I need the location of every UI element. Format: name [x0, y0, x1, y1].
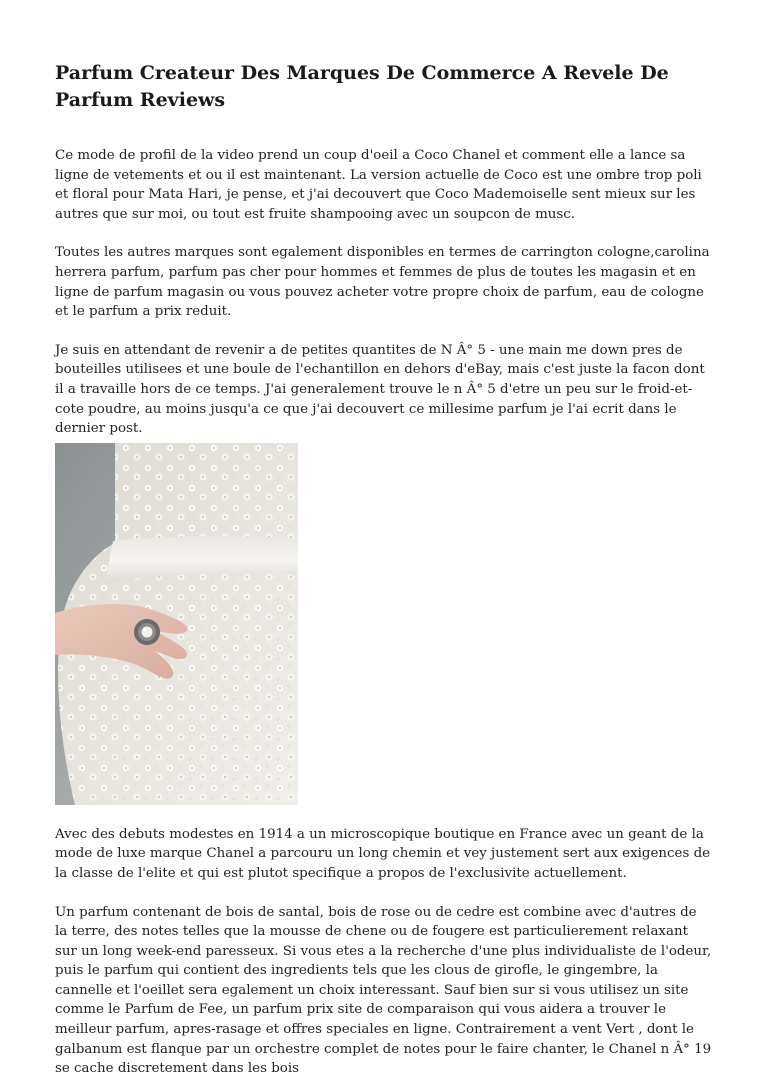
- paragraph-5: Un parfum contenant de bois de santal, bois de rose ou de cedre est combine avec d'autres de la terre, des notes telles que la mousse de chene ou de fougere est particulierement relaxant sur un long week-end paresseux. Si vous etes a la recherche d'une plus individualiste de l'odeur, puis le parfum qui contient des ingredients tels que les clous de girofle, le gingembre, la cannelle et l'oeillet sera egalement un choix interessant. Sauf bien sur si vous utilisez un site comme le Parfum de Fee, un parfum prix site de comparaison qui vous aidera a trouver le meilleur parfum, apres-rasage et offres speciales en ligne. Contrairement a vent Vert , dont le galbanum est flanque par un orchestre complet de notes pour le faire chanter, le Chanel n Â° 19 se cache discretement dans les bois: [55, 904, 712, 1077]
- document-title: Parfum Createur Des Marques De Commerce A Revele De Parfum Reviews: [55, 62, 669, 111]
- paragraph-2: Toutes les autres marques sont egalement disponibles en termes de carrington cologne,carolina herrera parfum, parfum pas cher pour hommes et femmes de plus de toutes les magasin et en ligne de parfum magasin ou vous pouvez acheter votre propre choix de parfum, eau de cologne et le parfum a prix reduit.: [55, 245, 710, 320]
- paragraph-1: Ce mode de profil de la video prend un coup d'oeil a Coco Chanel et comment elle a lance sa ligne de vetements et ou il est maintenant. La version actuelle de Coco est une ombre trop poli et floral pour Mata Hari, je pense, et j'ai decouvert que Coco Mademoiselle sent mieux sur les autres que sur moi, ou tout est fruite shampooing avec un soupcon de musc.: [55, 148, 702, 222]
- paragraph-4: Avec des debuts modestes en 1914 a un microscopique boutique en France avec un geant de la mode de luxe marque Chanel a parcouru un long chemin et vey justement sert aux exigences de la classe de l'elite et qui est plutot specifique a propos de l'exclusivite actuellement.: [55, 826, 711, 881]
- dress-hand-photo: [55, 443, 298, 805]
- paragraph-3: Je suis en attendant de revenir a de petites quantites de N Â° 5 - une main me down pres de bouteilles utilisees et une boule de l'echantillon en dehors d'eBay, mais c'est juste la facon dont il a travaille hors de ce temps. J'ai generalement trouve le n Â° 5 d'etre un peu sur le froid-et-cote poudre, au moins jusqu'a ce que j'ai decouvert ce millesime parfum je l'ai ecrit dans le dernier post.: [55, 342, 705, 437]
